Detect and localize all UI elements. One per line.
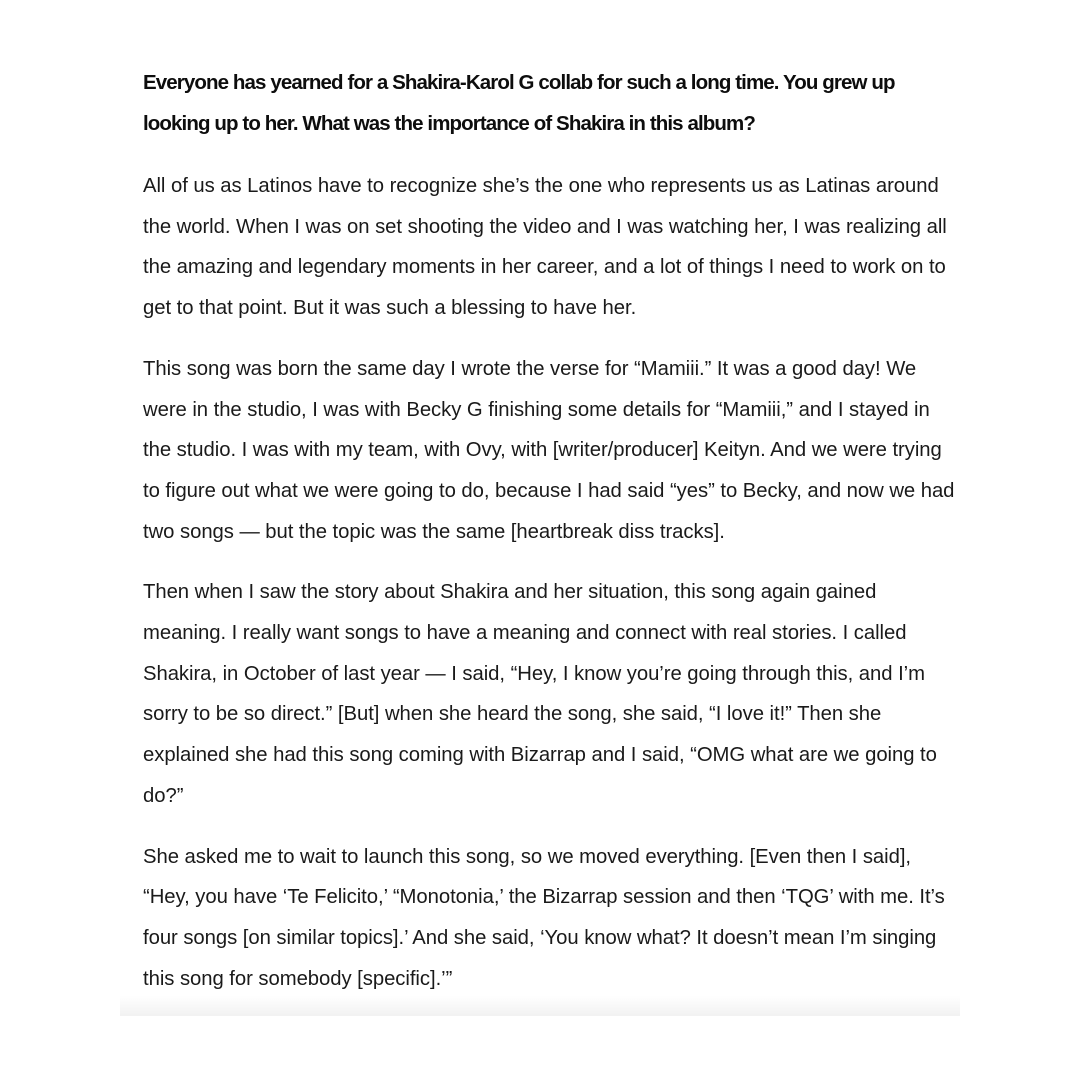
article-body <box>143 62 963 1019</box>
answer-paragraph-4: She asked me to wait to launch this song, so we moved everything. [Even then I said], “Hey, you have ‘Te Felicito,’ “Monotonia,’ the Bizarrap session and then ‘TQG’ with me. It’s four songs [on similar topics].’ And she said, ‘You know what? It doesn’t mean I’m singing this song for somebody [specific].’” <box>143 845 945 990</box>
answer-paragraph-1: All of us as Latinos have to recognize she’s the one who represents us as Latinas around the world. When I was on set shooting the video and I was watching her, I was realizing all the amazing and legendary moments in her career, and a lot of things I need to work on to get to that point. But it was such a blessing to have her. <box>143 175 947 320</box>
bottom-fade <box>120 996 960 1016</box>
interview-question: Everyone has yearned for a Shakira-Karol G collab for such a long time. You grew up looking up to her. What was the importance of Shakira in this album? <box>143 71 895 135</box>
answer-paragraph-3: Then when I saw the story about Shakira and her situation, this song again gained meaning. I really want songs to have a meaning and connect with real stories. I called Shakira, in October of last year — I said, “Hey, I know you’re going through this, and I’m sorry to be so direct.” [But] when she heard the song, she said, “I love it!” Then she explained she had this song coming with Bizarrap and I said, “OMG what are we going to do?” <box>143 581 937 807</box>
answer-paragraph-2: This song was born the same day I wrote the verse for “Mamiii.” It was a good day! We were in the studio, I was with Becky G finishing some details for “Mamiii,” and I stayed in the studio. I was with my team, with Ovy, with [writer/producer] Keityn. And we were trying to figure out what we were going to do, because I had said “yes” to Becky, and now we had two songs — but the topic was the same [heartbreak diss tracks]. <box>143 357 955 543</box>
